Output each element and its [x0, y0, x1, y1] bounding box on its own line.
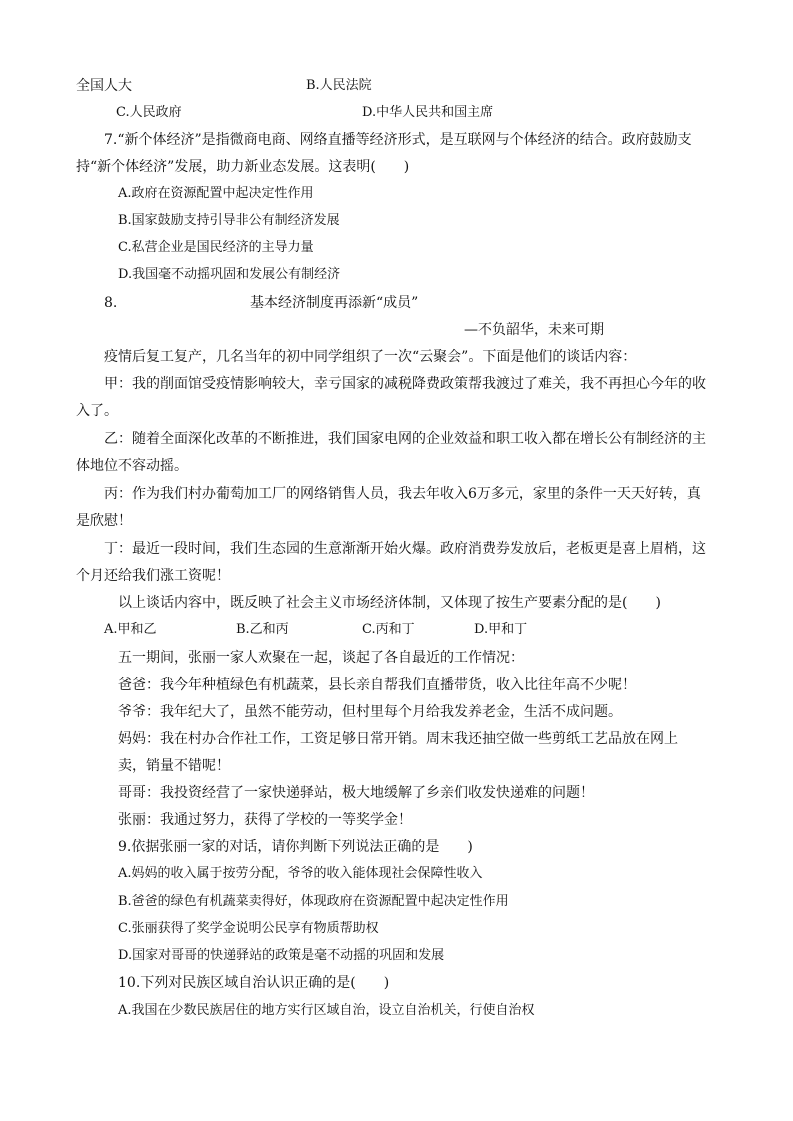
- q8-yi-line1: 乙：随着全面深化改革的不断推进，我们国家电网的企业效益和职工收入都在增长公有制经济的主: [104, 431, 706, 447]
- q10-option-a: A.我国在少数民族居住的地方实行区域自治，设立自治机关，行使自治权: [118, 1003, 535, 1018]
- q9-option-a: A.妈妈的收入属于按劳分配，爷爷的收入能体现社会保障性收入: [118, 866, 483, 881]
- q8-jia-line1: 甲：我的削面馆受疫情影响较大，幸亏国家的减税降费政策帮我渡过了难关，我不再担心今年的收: [104, 376, 706, 392]
- q6-option-d: D.中华人民共和国主席: [362, 105, 494, 120]
- q8-number: 8.: [104, 295, 118, 311]
- family-zhangli: 张丽：我通过努力，获得了学校的一等奖学金！: [118, 812, 412, 828]
- q8-intro: 疫情后复工复产，几名当年的初中同学组织了一次“云聚会”。下面是他们的谈话内容：: [104, 349, 637, 365]
- family-mom-line2: 卖，销量不错呢！: [118, 758, 230, 774]
- q8-option-c: C.丙和丁: [362, 622, 415, 637]
- family-intro: 五一期间，张丽一家人欢聚在一起，谈起了各自最近的工作情况：: [118, 650, 524, 666]
- q9-option-c: C.张丽获得了奖学金说明公民享有物质帮助权: [118, 921, 379, 936]
- q9-option-b: B.爸爸的绿色有机蔬菜卖得好，体现政府在资源配置中起决定性作用: [118, 894, 509, 909]
- q8-option-b: B.乙和丙: [236, 622, 289, 637]
- q8-title: 基本经济制度再添新“成员”: [250, 295, 419, 311]
- q8-bing-line2: 是欣慰！: [76, 513, 132, 529]
- q8-option-d: D.甲和丁: [474, 622, 528, 637]
- family-grandpa: 爷爷：我年纪大了，虽然不能劳动，但村里每个月给我发养老金，生活不成问题。: [118, 704, 622, 720]
- q7-stem-line1: 7.“新个体经济”是指微商电商、网络直播等经济形式，是互联网与个体经济的结合。政府鼓励支: [104, 132, 692, 148]
- q8-jia-line2: 入了。: [76, 403, 118, 419]
- q8-option-a: A.甲和乙: [104, 622, 157, 637]
- q8-ding-line2: 个月还给我们涨工资呢！: [76, 568, 230, 584]
- family-mom-line1: 妈妈：我在村办合作社工作，工资足够日常开销。周末我还抽空做一些剪纸工艺品放在网上: [118, 731, 678, 747]
- q6-option-a-tail: 全国人大: [76, 78, 132, 94]
- q7-option-d: D.我国毫不动摇巩固和发展公有制经济: [118, 267, 341, 282]
- q8-question: 以上谈话内容中，既反映了社会主义市场经济体制，又体现了按生产要素分配的是( ): [118, 595, 661, 611]
- q8-subtitle: —不负韶华，未来可期: [464, 322, 604, 338]
- q9-stem: 9.依据张丽一家的对话，请你判断下列说法正确的是 ): [118, 839, 473, 855]
- q9-option-d: D.国家对哥哥的快递驿站的政策是毫不动摇的巩固和发展: [118, 948, 445, 963]
- family-dad: 爸爸：我今年种植绿色有机蔬菜，县长亲自帮我们直播带货，收入比往年高不少呢！: [118, 677, 636, 693]
- q7-option-b: B.国家鼓励支持引导非公有制经济发展: [118, 213, 340, 228]
- q8-yi-line2: 体地位不容动摇。: [76, 458, 188, 474]
- q8-ding-line1: 丁：最近一段时间，我们生态园的生意渐渐开始火爆。政府消费券发放后，老板更是喜上眉梢，这: [104, 541, 706, 557]
- q10-stem: 10.下列对民族区域自治认识正确的是( ): [118, 975, 390, 991]
- q7-option-c: C.私营企业是国民经济的主导力量: [118, 240, 314, 255]
- family-brother: 哥哥：我投资经营了一家快递驿站，极大地缓解了乡亲们收发快递难的问题！: [118, 785, 594, 801]
- q7-stem-line2: 持“新个体经济”发展，助力新业态发展。这表明( ): [76, 159, 410, 175]
- q6-option-c: C.人民政府: [116, 105, 182, 120]
- q8-bing-line1: 丙：作为我们村办葡萄加工厂的网络销售人员，我去年收入6万多元，家里的条件一天天好转，真: [104, 486, 701, 502]
- q6-option-b: B.人民法院: [306, 78, 372, 93]
- q7-option-a: A.政府在资源配置中起决定性作用: [118, 186, 314, 201]
